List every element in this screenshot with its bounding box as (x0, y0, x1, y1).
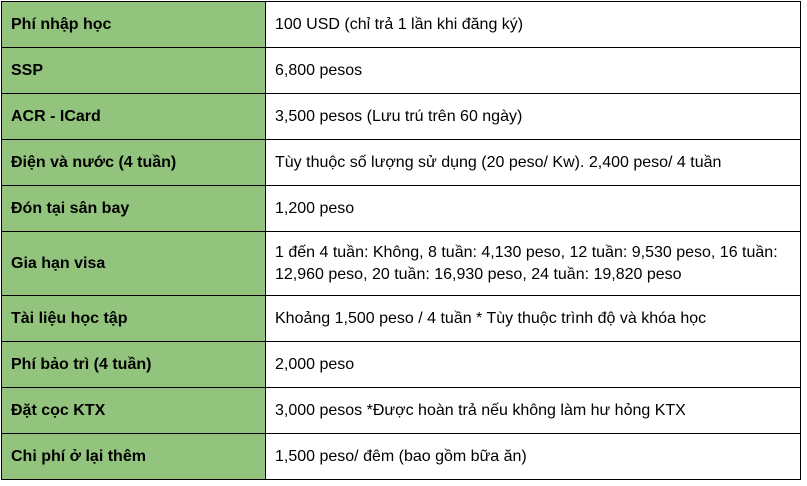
row-value: 100 USD (chỉ trả 1 lần khi đăng ký) (266, 2, 801, 48)
row-label: Đón tại sân bay (2, 186, 266, 232)
row-value: 1,200 peso (266, 186, 801, 232)
row-value-line: 1 đến 4 tuần: Không, 8 tuần: 4,130 peso, 12 tuần: 9,530 peso, 16 tuần: (275, 243, 778, 261)
row-value: 2,000 peso (266, 342, 801, 388)
row-label: Phí bảo trì (4 tuần) (2, 342, 266, 388)
table-row (2, 94, 801, 140)
row-label: Phí nhập học (2, 2, 266, 48)
table-row (2, 2, 801, 48)
table-row (2, 48, 801, 94)
row-value: 3,000 pesos *Được hoàn trả nếu không làm hư hỏng KTX (266, 388, 801, 434)
row-value (266, 232, 801, 296)
table-row (2, 434, 801, 480)
row-value: Khoảng 1,500 peso / 4 tuần * Tùy thuộc trình độ và khóa học (266, 296, 801, 342)
table-row (2, 388, 801, 434)
row-value: Tùy thuộc số lượng sử dụng (20 peso/ Kw). 2,400 peso/ 4 tuần (266, 140, 801, 186)
row-label: Đặt cọc KTX (2, 388, 266, 434)
row-value: 1,500 peso/ đêm (bao gồm bữa ăn) (266, 434, 801, 480)
row-label: SSP (2, 48, 266, 94)
row-value: 3,500 pesos (Lưu trú trên 60 ngày) (266, 94, 801, 140)
fee-table (1, 1, 801, 480)
row-label: Gia hạn visa (2, 232, 266, 296)
row-label: Điện và nước (4 tuần) (2, 140, 266, 186)
row-label: Chi phí ở lại thêm (2, 434, 266, 480)
fee-table-body (2, 2, 801, 480)
row-value-line: 12,960 peso, 20 tuần: 16,930 peso, 24 tuần: 19,820 peso (275, 265, 682, 283)
row-label: Tài liệu học tập (2, 296, 266, 342)
table-row (2, 140, 801, 186)
table-row (2, 342, 801, 388)
table-row (2, 186, 801, 232)
table-row (2, 232, 801, 296)
row-label: ACR - ICard (2, 94, 266, 140)
row-value: 6,800 pesos (266, 48, 801, 94)
table-row (2, 296, 801, 342)
